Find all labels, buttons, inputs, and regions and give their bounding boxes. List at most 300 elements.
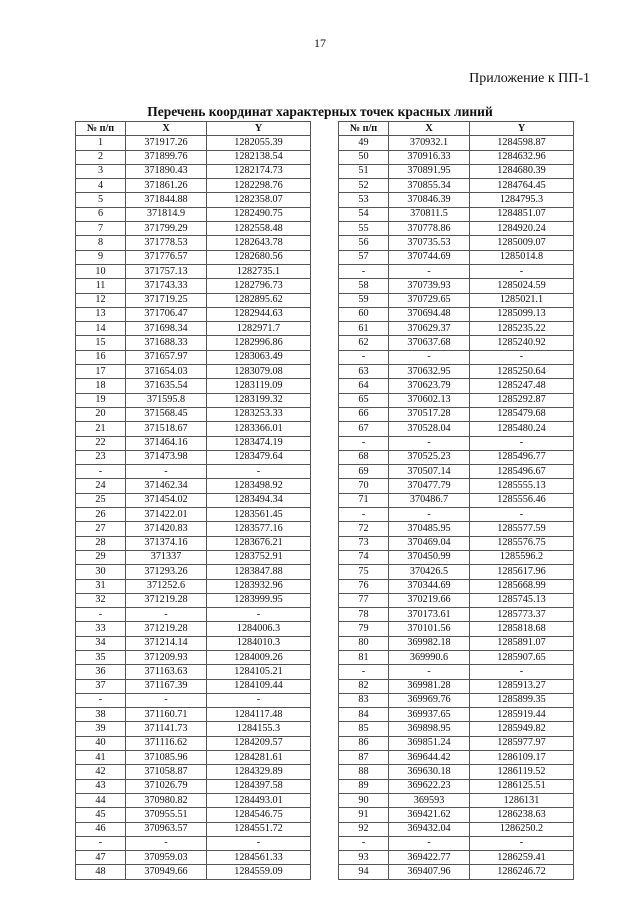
table-row <box>339 493 574 507</box>
table-row <box>339 250 574 264</box>
table-row <box>339 307 574 321</box>
table-row <box>339 550 574 564</box>
cell-y: 1282680.56 <box>207 250 311 264</box>
page-number: 17 <box>314 36 326 50</box>
cell-y: 1282558.48 <box>207 222 311 236</box>
cell-x: 370528.04 <box>389 422 470 436</box>
cell-x: 370846.39 <box>389 193 470 207</box>
cell-number: 7 <box>76 222 126 236</box>
cell-y: 1283199.32 <box>207 393 311 407</box>
cell-number: 59 <box>339 293 389 307</box>
cell-x: 370855.34 <box>389 179 470 193</box>
cell-y: 1285024.59 <box>470 279 574 293</box>
cell-x: 370778.86 <box>389 222 470 236</box>
cell-x: 371917.26 <box>126 136 207 150</box>
separator-row <box>76 465 311 479</box>
cell-x: 370173.61 <box>389 608 470 622</box>
table-row <box>76 436 311 450</box>
cell-y: 1285773.37 <box>470 608 574 622</box>
table-row <box>76 636 311 650</box>
cell-number: 10 <box>76 264 126 278</box>
table-row <box>76 365 311 379</box>
cell-x: 369851.24 <box>389 736 470 750</box>
table-row <box>76 350 311 364</box>
cell-x: 371219.28 <box>126 622 207 636</box>
cell-number: 35 <box>76 650 126 664</box>
cell-number: 32 <box>76 593 126 607</box>
document-title: Перечень координат характерных точек красных линий <box>147 104 493 119</box>
cell-number: 26 <box>76 508 126 522</box>
cell-y: 1284546.75 <box>207 808 311 822</box>
cell-y: 1285745.13 <box>470 593 574 607</box>
cell-number: 54 <box>339 207 389 221</box>
table-row <box>339 650 574 664</box>
cell-y: 1284105.21 <box>207 665 311 679</box>
cell-number: 46 <box>76 822 126 836</box>
cell-y: - <box>207 836 311 850</box>
cell-number: 71 <box>339 493 389 507</box>
table-row <box>76 493 311 507</box>
cell-x: 371568.45 <box>126 407 207 421</box>
table-row <box>76 722 311 736</box>
cell-y: 1284561.33 <box>207 851 311 865</box>
cell-x: - <box>389 264 470 278</box>
table-row <box>339 522 574 536</box>
header-y: Y <box>207 122 311 136</box>
cell-y: 1284551.72 <box>207 822 311 836</box>
cell-x: 370344.69 <box>389 579 470 593</box>
cell-number: 39 <box>76 722 126 736</box>
table-row <box>76 622 311 636</box>
cell-x: 369898.95 <box>389 722 470 736</box>
cell-number: 41 <box>76 751 126 765</box>
table-row <box>76 679 311 693</box>
table-row <box>76 593 311 607</box>
cell-x: 370949.66 <box>126 865 207 879</box>
cell-y: 1282055.39 <box>207 136 311 150</box>
cell-y: 1283366.01 <box>207 422 311 436</box>
cell-x: 371420.83 <box>126 522 207 536</box>
cell-x: - <box>389 836 470 850</box>
cell-x: 371167.39 <box>126 679 207 693</box>
table-row <box>339 365 574 379</box>
table-row <box>76 736 311 750</box>
cell-x: 370694.48 <box>389 307 470 321</box>
cell-number: 27 <box>76 522 126 536</box>
table-row <box>76 293 311 307</box>
table-row <box>339 236 574 250</box>
table-row <box>76 393 311 407</box>
cell-number: 43 <box>76 779 126 793</box>
cell-x: 370525.23 <box>389 450 470 464</box>
table-row <box>339 136 574 150</box>
cell-y: 1284920.24 <box>470 222 574 236</box>
cell-y: 1284764.45 <box>470 179 574 193</box>
table-row <box>339 379 574 393</box>
cell-y: 1286125.51 <box>470 779 574 793</box>
cell-x: 370637.68 <box>389 336 470 350</box>
cell-y: 1286109.17 <box>470 751 574 765</box>
cell-x: 371861.26 <box>126 179 207 193</box>
cell-x: 370739.93 <box>389 279 470 293</box>
cell-y: - <box>207 608 311 622</box>
header-x: X <box>389 122 470 136</box>
cell-y: 1282796.73 <box>207 279 311 293</box>
table-row <box>76 407 311 421</box>
cell-y: 1282895.62 <box>207 293 311 307</box>
cell-number: 60 <box>339 307 389 321</box>
cell-y: 1286246.72 <box>470 865 574 879</box>
cell-y: 1285977.97 <box>470 736 574 750</box>
cell-y: 1282174.73 <box>207 164 311 178</box>
table-row <box>76 322 311 336</box>
table-row <box>339 193 574 207</box>
table-row <box>339 808 574 822</box>
cell-y: 1284559.09 <box>207 865 311 879</box>
table-row <box>339 679 574 693</box>
cell-number: 49 <box>339 136 389 150</box>
header-x: X <box>126 122 207 136</box>
cell-number: 50 <box>339 150 389 164</box>
table-row <box>339 536 574 550</box>
table-row <box>339 207 574 221</box>
cell-y: 1285556.46 <box>470 493 574 507</box>
table-row <box>339 336 574 350</box>
cell-x: 371518.67 <box>126 422 207 436</box>
cell-x: 371757.13 <box>126 264 207 278</box>
cell-y: 1283999.95 <box>207 593 311 607</box>
separator-row <box>76 608 311 622</box>
cell-y: 1284397.58 <box>207 779 311 793</box>
cell-number: 86 <box>339 736 389 750</box>
cell-x: - <box>126 693 207 707</box>
table-row <box>76 665 311 679</box>
cell-number: 5 <box>76 193 126 207</box>
cell-x: 370426.5 <box>389 565 470 579</box>
cell-number: 68 <box>339 450 389 464</box>
cell-x: 369982.18 <box>389 636 470 650</box>
table-row <box>339 164 574 178</box>
header-number: № п/п <box>76 122 126 136</box>
cell-x: 369407.96 <box>389 865 470 879</box>
cell-number: 87 <box>339 751 389 765</box>
cell-number: - <box>339 350 389 364</box>
cell-number: 8 <box>76 236 126 250</box>
cell-y: 1286131 <box>470 793 574 807</box>
header-number: № п/п <box>339 122 389 136</box>
cell-number: 21 <box>76 422 126 436</box>
cell-y: 1285479.68 <box>470 407 574 421</box>
cell-y: 1285818.68 <box>470 622 574 636</box>
cell-y: 1285949.82 <box>470 722 574 736</box>
cell-y: 1285292.87 <box>470 393 574 407</box>
cell-x: 371688.33 <box>126 336 207 350</box>
separator-row <box>339 665 574 679</box>
table-row <box>76 808 311 822</box>
cell-x: - <box>126 836 207 850</box>
table-row <box>76 793 311 807</box>
cell-number: 90 <box>339 793 389 807</box>
cell-y: 1283253.33 <box>207 407 311 421</box>
cell-number: 77 <box>339 593 389 607</box>
cell-x: 369422.77 <box>389 851 470 865</box>
cell-x: - <box>389 350 470 364</box>
cell-number: 65 <box>339 393 389 407</box>
cell-number: 25 <box>76 493 126 507</box>
cell-number: 80 <box>339 636 389 650</box>
cell-x: 370450.99 <box>389 550 470 564</box>
cell-y: 1284009.26 <box>207 650 311 664</box>
cell-x: 371085.96 <box>126 751 207 765</box>
cell-number: 40 <box>76 736 126 750</box>
cell-x: 370517.28 <box>389 407 470 421</box>
cell-number: 16 <box>76 350 126 364</box>
table-row <box>76 236 311 250</box>
table-row <box>339 851 574 865</box>
cell-x: 370729.65 <box>389 293 470 307</box>
cell-number: 44 <box>76 793 126 807</box>
table-row <box>339 765 574 779</box>
cell-number: - <box>339 264 389 278</box>
table-row <box>339 293 574 307</box>
table-row <box>339 422 574 436</box>
cell-x: 370629.37 <box>389 322 470 336</box>
separator-row <box>339 350 574 364</box>
cell-y: 1282643.78 <box>207 236 311 250</box>
cell-y: 1283752.91 <box>207 550 311 564</box>
cell-x: 371219.28 <box>126 593 207 607</box>
cell-y: 1285235.22 <box>470 322 574 336</box>
cell-x: - <box>126 608 207 622</box>
cell-x: 371743.33 <box>126 279 207 293</box>
cell-number: 15 <box>76 336 126 350</box>
cell-y: 1283119.09 <box>207 379 311 393</box>
cell-y: - <box>470 264 574 278</box>
table-row <box>76 264 311 278</box>
cell-y: 1284795.3 <box>470 193 574 207</box>
cell-x: 371814.9 <box>126 207 207 221</box>
cell-x: 370744.69 <box>389 250 470 264</box>
cell-x: 370507.14 <box>389 465 470 479</box>
table-row <box>339 279 574 293</box>
cell-x: 371635.54 <box>126 379 207 393</box>
cell-y: 1285577.59 <box>470 522 574 536</box>
cell-x: 370477.79 <box>389 479 470 493</box>
cell-y: 1284851.07 <box>470 207 574 221</box>
cell-number: 14 <box>76 322 126 336</box>
cell-number: - <box>76 836 126 850</box>
cell-x: 369622.23 <box>389 779 470 793</box>
cell-y: - <box>470 665 574 679</box>
cell-number: 89 <box>339 779 389 793</box>
cell-number: 2 <box>76 150 126 164</box>
cell-number: 4 <box>76 179 126 193</box>
cell-x: 371654.03 <box>126 365 207 379</box>
cell-y: 1285496.77 <box>470 450 574 464</box>
separator-row <box>339 836 574 850</box>
cell-y: 1284109.44 <box>207 679 311 693</box>
cell-x: 371890.43 <box>126 164 207 178</box>
cell-x: 371844.88 <box>126 193 207 207</box>
table-header-row <box>76 122 311 136</box>
cell-x: 370219.66 <box>389 593 470 607</box>
appendix-label: Приложение к ПП-1 <box>469 71 590 86</box>
table-row <box>76 508 311 522</box>
cell-x: 370485.95 <box>389 522 470 536</box>
cell-y: 1285009.07 <box>470 236 574 250</box>
cell-number: 42 <box>76 765 126 779</box>
cell-x: 370101.56 <box>389 622 470 636</box>
cell-number: 58 <box>339 279 389 293</box>
cell-number: 67 <box>339 422 389 436</box>
cell-y: 1284155.3 <box>207 722 311 736</box>
cell-number: 92 <box>339 822 389 836</box>
table-row <box>339 608 574 622</box>
table-row <box>339 593 574 607</box>
table-row <box>339 450 574 464</box>
cell-number: 29 <box>76 550 126 564</box>
cell-x: 371374.16 <box>126 536 207 550</box>
cell-x: 371778.53 <box>126 236 207 250</box>
cell-x: 371163.63 <box>126 665 207 679</box>
cell-number: 24 <box>76 479 126 493</box>
table-row <box>76 193 311 207</box>
separator-row <box>339 436 574 450</box>
cell-y: 1285247.48 <box>470 379 574 393</box>
cell-y: 1285250.64 <box>470 365 574 379</box>
cell-x: 370735.53 <box>389 236 470 250</box>
cell-number: 13 <box>76 307 126 321</box>
cell-number: 12 <box>76 293 126 307</box>
cell-x: 369981.28 <box>389 679 470 693</box>
cell-y: - <box>207 465 311 479</box>
cell-number: 63 <box>339 365 389 379</box>
cell-x: 371026.79 <box>126 779 207 793</box>
cell-y: 1284632.96 <box>470 150 574 164</box>
cell-y: - <box>470 436 574 450</box>
cell-x: 369937.65 <box>389 708 470 722</box>
cell-number: 76 <box>339 579 389 593</box>
cell-y: 1284209.57 <box>207 736 311 750</box>
cell-number: 18 <box>76 379 126 393</box>
cell-number: 17 <box>76 365 126 379</box>
table-row <box>76 851 311 865</box>
table-row <box>339 565 574 579</box>
cell-x: 371141.73 <box>126 722 207 736</box>
cell-number: 31 <box>76 579 126 593</box>
table-row <box>76 708 311 722</box>
table-row <box>339 479 574 493</box>
table-row <box>76 450 311 464</box>
cell-number: 20 <box>76 407 126 421</box>
cell-y: 1286250.2 <box>470 822 574 836</box>
cell-y: 1284493.01 <box>207 793 311 807</box>
table-row <box>76 479 311 493</box>
cell-x: - <box>389 665 470 679</box>
table-row <box>76 650 311 664</box>
cell-number: 9 <box>76 250 126 264</box>
cell-y: 1283079.08 <box>207 365 311 379</box>
cell-number: 33 <box>76 622 126 636</box>
cell-x: 371293.26 <box>126 565 207 579</box>
cell-x: 370811.5 <box>389 207 470 221</box>
cell-y: 1285014.8 <box>470 250 574 264</box>
cell-number: 78 <box>339 608 389 622</box>
cell-y: 1285576.75 <box>470 536 574 550</box>
cell-y: 1285617.96 <box>470 565 574 579</box>
cell-y: 1283063.49 <box>207 350 311 364</box>
cell-number: - <box>76 465 126 479</box>
cell-number: - <box>339 665 389 679</box>
separator-row <box>339 264 574 278</box>
cell-number: - <box>339 508 389 522</box>
cell-x: 370955.51 <box>126 808 207 822</box>
table-row <box>339 407 574 421</box>
cell-y: 1282944.63 <box>207 307 311 321</box>
cell-x: 370959.03 <box>126 851 207 865</box>
cell-x: 370980.82 <box>126 793 207 807</box>
cell-y: 1285496.67 <box>470 465 574 479</box>
cell-x: 369644.42 <box>389 751 470 765</box>
table-row <box>76 164 311 178</box>
table-row <box>339 736 574 750</box>
cell-x: 370486.7 <box>389 493 470 507</box>
cell-y: 1286238.63 <box>470 808 574 822</box>
cell-number: 1 <box>76 136 126 150</box>
table-row <box>76 336 311 350</box>
cell-y: 1282735.1 <box>207 264 311 278</box>
cell-x: 371464.16 <box>126 436 207 450</box>
cell-y: 1282298.76 <box>207 179 311 193</box>
cell-y: 1283498.92 <box>207 479 311 493</box>
cell-x: 370963.57 <box>126 822 207 836</box>
table-row <box>76 307 311 321</box>
cell-y: 1282490.75 <box>207 207 311 221</box>
cell-y: - <box>207 693 311 707</box>
table-row <box>339 822 574 836</box>
cell-y: 1285891.07 <box>470 636 574 650</box>
cell-number: 36 <box>76 665 126 679</box>
cell-number: - <box>339 436 389 450</box>
cell-number: 62 <box>339 336 389 350</box>
header-y: Y <box>470 122 574 136</box>
cell-number: 47 <box>76 851 126 865</box>
cell-x: 371657.97 <box>126 350 207 364</box>
cell-x: 369630.18 <box>389 765 470 779</box>
cell-x: 371214.14 <box>126 636 207 650</box>
cell-x: 369432.04 <box>389 822 470 836</box>
cell-x: 371252.6 <box>126 579 207 593</box>
cell-x: 371058.87 <box>126 765 207 779</box>
cell-y: 1284281.61 <box>207 751 311 765</box>
cell-number: 83 <box>339 693 389 707</box>
cell-number: 61 <box>339 322 389 336</box>
cell-number: 28 <box>76 536 126 550</box>
cell-y: 1284598.87 <box>470 136 574 150</box>
table-row <box>339 779 574 793</box>
cell-y: 1283847.88 <box>207 565 311 579</box>
cell-number: 93 <box>339 851 389 865</box>
cell-number: 66 <box>339 407 389 421</box>
cell-y: 1284117.48 <box>207 708 311 722</box>
table-row <box>339 693 574 707</box>
table-row <box>339 722 574 736</box>
cell-x: 370469.04 <box>389 536 470 550</box>
cell-number: 64 <box>339 379 389 393</box>
table-row <box>339 622 574 636</box>
cell-number: 22 <box>76 436 126 450</box>
cell-number: 52 <box>339 179 389 193</box>
